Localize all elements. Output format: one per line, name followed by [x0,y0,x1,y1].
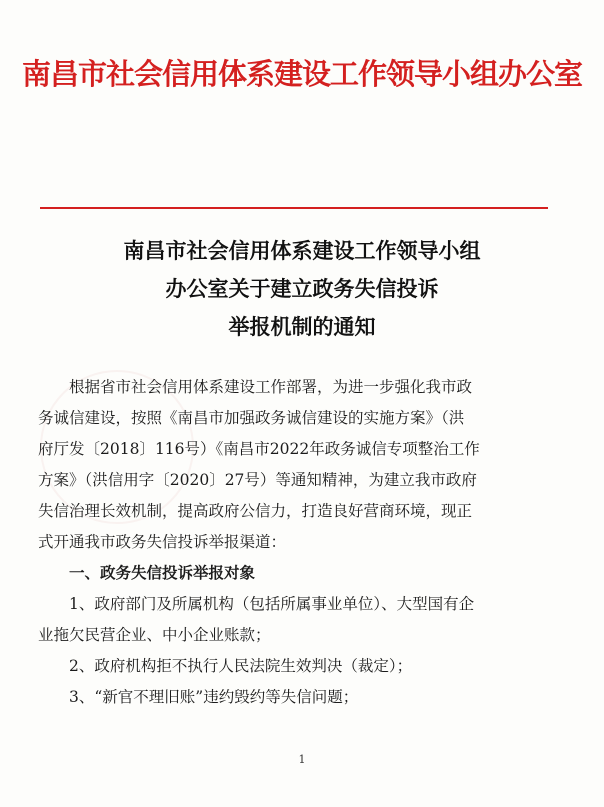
title-line-2: 办公室关于建立政务失信投诉 [165,277,439,301]
issuing-organization-header: 南昌市社会信用体系建设工作领导小组办公室 [21,57,582,91]
item-1-line-2: 业拖欠民营企业、中小企业账款； [38,626,271,644]
red-separator-rule [40,207,548,209]
item-1 [38,589,558,651]
intro-line-2: 务诚信建设，按照《南昌市加强政务诚信建设的实施方案》（洪 [38,409,465,427]
document-body [38,372,558,713]
item-3: 3、“新官不理旧账”违约毁约等失信问题； [69,688,359,706]
title-line-1: 南昌市社会信用体系建设工作领导小组 [123,239,481,263]
item-2: 2、政府机构拒不执行人民法院生效判决（裁定）； [69,657,413,675]
intro-line-6: 式开通我市政务失信投诉举报渠道： [38,533,287,551]
item-1-line-1: 1、政府部门及所属机构（包括所属事业单位）、大型国有企 [69,595,475,613]
intro-line-1: 根据省市社会信用体系建设工作部署，为进一步强化我市政 [69,378,473,396]
intro-line-5: 失信治理长效机制，提高政府公信力，打造良好营商环境，现正 [38,502,473,520]
page-number: 1 [298,753,306,766]
title-line-3: 举报机制的通知 [228,315,376,339]
document-title [0,232,604,346]
intro-line-4: 方案》（洪信用字〔2020〕27号）等通知精神，为建立我市政府 [38,471,477,489]
section-heading-1: 一、政务失信投诉举报对象 [69,564,256,582]
intro-paragraph [38,372,558,558]
intro-line-3: 府厅发〔2018〕116号）《南昌市2022年政务诚信专项整治工作 [38,440,480,458]
